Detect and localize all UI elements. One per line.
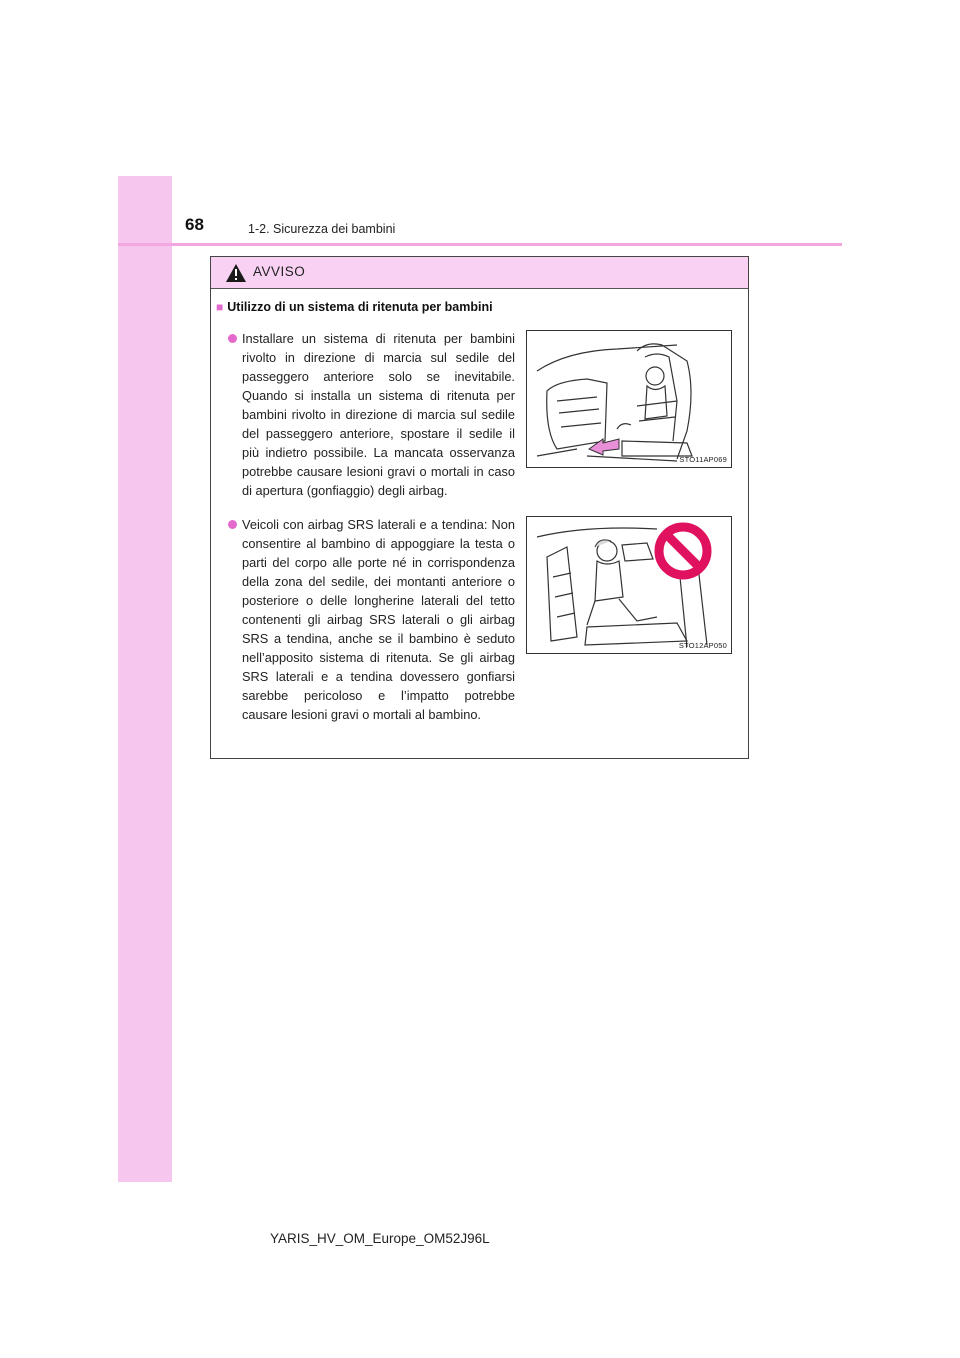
warning-box bbox=[210, 256, 749, 759]
warning-item bbox=[228, 329, 515, 500]
figure-child-leaning-door bbox=[526, 516, 732, 654]
warning-item-text: Veicoli con airbag SRS laterali e a tendina: Non consentire al bambino di appoggiare la testa o parti del corpo alle porte né in corrispondenza della zona del sedile, dei montanti anteriore o posteriore o delle longherine laterali del tetto contenenti gli airbag SRS laterali o gli airbag SRS a tendina, anche se il bambino è seduto nell’apposito sistema di ritenuta. Se gli airbag SRS laterali e a tendina dovessero gonfiarsi sarebbe pericoloso e l’impatto potrebbe causare lesioni gravi o mortali al bambino. bbox=[242, 517, 515, 722]
figure-code: STO12AP050 bbox=[678, 641, 727, 650]
section-title: 1-2. Sicurezza dei bambini bbox=[248, 222, 396, 236]
figure-code: STO11AP069 bbox=[679, 455, 727, 464]
prohibition-icon bbox=[653, 521, 713, 581]
warning-item-text: Installare un sistema di ritenuta per bambini rivolto in direzione di marcia sul sedile del passeggero anteriore solo se inevitabile. Quando si installa un sistema di ritenuta per bambini rivolto in direzione di marcia sul sedile del passeggero anteriore, spostare il sedile il più indietro possibile. La mancata osservanza potrebbe causare lesioni gravi o mortali in caso di apertura (gonfiaggio) degli airbag. bbox=[242, 331, 515, 498]
warning-item bbox=[228, 515, 515, 724]
document-code: YARIS_HV_OM_Europe_OM52J96L bbox=[270, 1231, 490, 1246]
side-color-band bbox=[118, 176, 172, 1182]
warning-header bbox=[211, 257, 748, 289]
warning-subheading bbox=[216, 300, 493, 314]
circle-bullet-icon bbox=[228, 334, 237, 343]
square-bullet-icon: ■ bbox=[216, 300, 224, 314]
circle-bullet-icon bbox=[228, 520, 237, 529]
forward-facing-child-seat-illustration bbox=[527, 331, 732, 468]
warning-title: AVVISO bbox=[253, 264, 306, 279]
page-number: 68 bbox=[185, 215, 204, 234]
header-rule bbox=[118, 243, 842, 246]
subheading-text: Utilizzo di un sistema di ritenuta per bambini bbox=[227, 300, 493, 314]
figure-forward-facing-seat bbox=[526, 330, 732, 468]
warning-triangle-icon bbox=[225, 263, 247, 283]
